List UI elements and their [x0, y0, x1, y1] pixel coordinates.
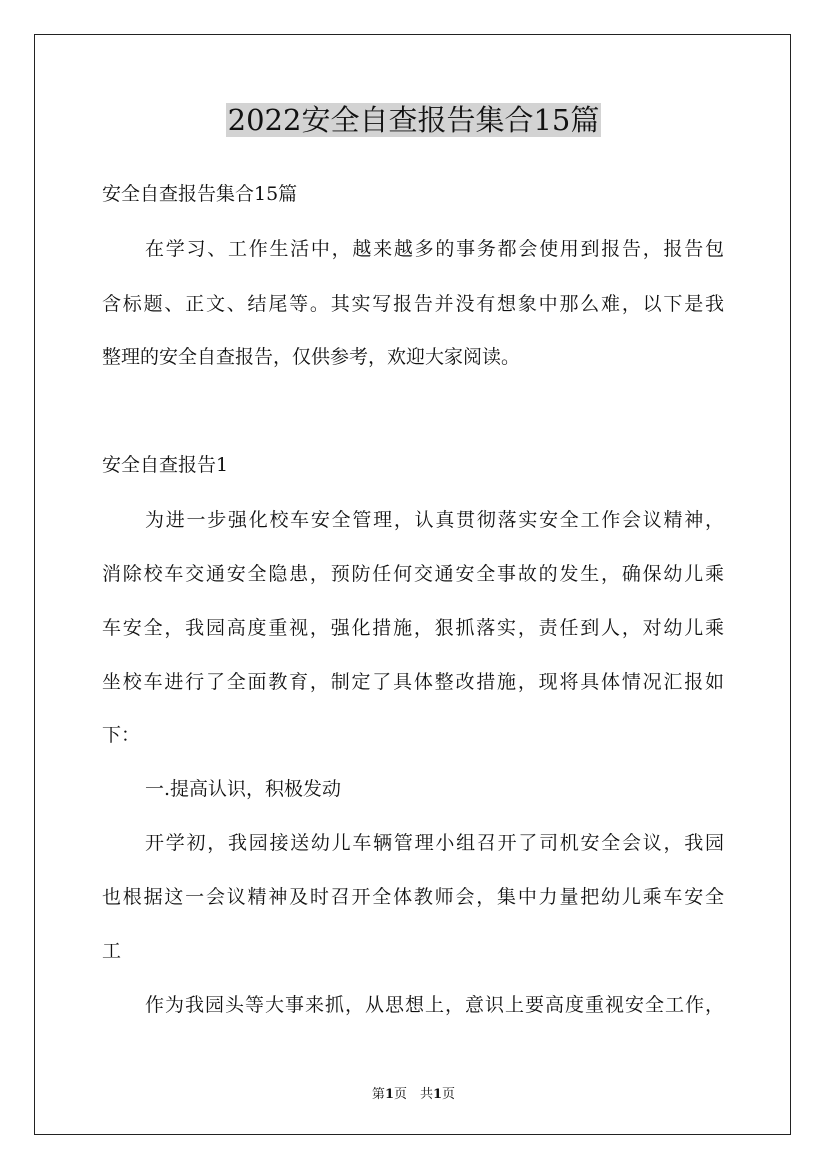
body-para2-line-2: 也根据这一会议精神及时召开全体教师会，集中力量把幼儿乘车安全 — [102, 886, 724, 908]
document-title-text: 2022安全自查报告集合15篇 — [227, 103, 600, 137]
footer-page-prefix: 第 — [371, 1087, 385, 1102]
body-para1-line-3: 车安全，我园高度重视，强化措施，狠抓落实，责任到人，对幼儿乘 — [102, 617, 724, 639]
intro-line-2: 含标题、正文、结尾等。其实写报告并没有想象中那么难，以下是我 — [102, 293, 724, 315]
subtitle: 安全自查报告集合15篇 — [102, 183, 298, 205]
body-para2-line-1: 开学初，我园接送幼儿车辆管理小组召开了司机安全会议，我园 — [145, 832, 724, 854]
section-heading: 安全自查报告1 — [102, 454, 229, 476]
body-para2-line-3: 工 — [102, 940, 122, 962]
body-para1-line-2: 消除校车交通安全隐患，预防任何交通安全事故的发生，确保幼儿乘 — [102, 563, 724, 585]
footer-page-mid: 页 共 — [393, 1087, 433, 1102]
page-footer — [0, 1083, 827, 1102]
intro-line-3: 整理的安全自查报告，仅供参考，欢迎大家阅读。 — [102, 346, 521, 368]
body-para1-line-4: 坐校车进行了全面教育，制定了具体整改措施，现将具体情况汇报如 — [102, 671, 724, 693]
intro-line-1: 在学习、工作生活中，越来越多的事务都会使用到报告，报告包 — [145, 238, 724, 260]
footer-page-number: 1 — [384, 1087, 394, 1102]
footer-page-suffix: 页 — [442, 1087, 456, 1102]
document-title — [0, 98, 827, 142]
sub-heading: 一.提高认识，积极发动 — [145, 778, 342, 800]
body-para3-line-1: 作为我园头等大事来抓，从思想上，意识上要高度重视安全工作， — [145, 994, 724, 1016]
footer-total-pages: 1 — [433, 1087, 443, 1102]
body-para1-line-1: 为进一步强化校车安全管理，认真贯彻落实安全工作会议精神， — [145, 509, 724, 531]
body-para1-line-5: 下： — [102, 724, 141, 746]
